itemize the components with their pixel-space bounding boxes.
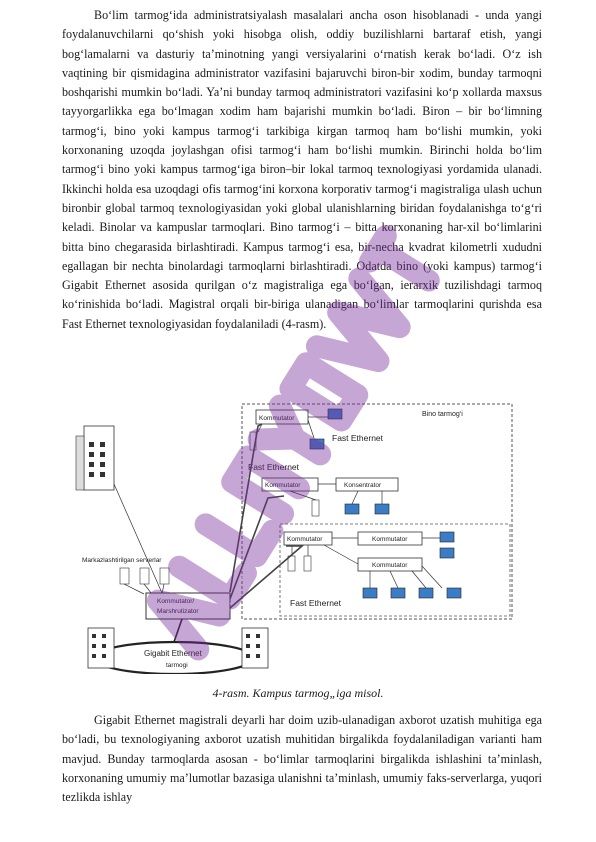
server-icon [140,568,149,584]
figure-caption: 4-rasm. Kampus tarmog„iga misol. [212,686,384,700]
gigabit-label-2: tarmogi [166,662,188,669]
paragraph-2: Gigabit Ethernet magistrali deyarli har doim uzib-ulanadigan axborot uzatish muhitiga ega bo‘ladi, bu texnologiyaning axborot uzatish muhitidan birgalikda foydalaniladigan varianti ham mavjud. Bunday tarmoqlarda asosan - bo‘limlar tarmoqlarini birgalikda ishlashini ta’minlash, korxonaning umumiy ma’lumotlar bazasiga ulanishni ta’minlash, umumiy faks-serverlarga, yuqori tezlikda ishlay [62,713,542,805]
fast-ethernet-mid-label: Fast Ethernet [248,462,300,472]
kommutator-top-label: Kommutator [259,415,295,422]
kommutator-marshrutizator [146,593,230,619]
kommutator-low-right-2-label: Kommutator [372,562,408,569]
pc-icon [447,588,461,598]
kommutator-marsh-label-1: Kommutator/ [157,598,195,605]
kommutator-low-right-1-label: Kommutator [372,536,408,543]
pc-icon [363,588,377,598]
pc-icon [328,409,342,419]
server-icon [120,568,129,584]
fast-ethernet-top-label: Fast Ethernet [332,433,384,443]
gigabit-label-1: Gigabit Ethernet [144,649,202,658]
pc-icon [440,548,454,558]
pc-icon [391,588,405,598]
server-icon [288,556,295,571]
pc-icon [310,439,324,449]
server-icon [304,556,311,571]
bino-tarmogi-label: Bino tarmog‘i [422,411,463,418]
kommutator-low-left-label: Kommutator [287,536,323,543]
kommutator-marsh-label-2: Marshrutizator [157,608,199,615]
building-icon [242,628,268,668]
gigabit-ethernet-ring [94,642,254,674]
server-icon [160,568,169,584]
pc-icon [440,532,454,542]
konsentrator-label: Konsentrator [344,482,382,489]
building-icon [84,426,114,490]
paragraph-1: Bo‘lim tarmog‘ida administratsiyalash masalalari ancha oson hisoblanadi - unda yangi foydalanuvchilarni qo‘shish yoki hisobga olish, oddiy buzilishlarni bartaraf etish, yangi bog‘lamalarni va dasturiy ta’minotning yangi versiyalarini o‘rnatish kerak bo‘ladi. O‘z ish vaqtining bir qismidagina administrator vazifasini bajaruvchi biron-bir xodim, bunday tarmoqni boshqarishi mumkin bo‘ladi. Ya’ni bunday tarmoq administratori vazifasini ko‘p xollarda maxsus tayyorgarlikka ega bo‘lmagan xodim ham bajarishi mumkin bo‘ladi. Biron – bir bo‘limning tarmog‘i, bino yoki kampus tarmog‘i tarkibiga kirgan tarmoq ham bo‘lishi mumkin, yoki korxonaning uzoqda joylashgan ofisi tarmog‘i ham bo‘lishi mumkin. Birinchi holda bo‘lim tarmog‘i bino yoki kampus tarmog‘iga biron–bir lokal tarmoq texnologiyasi yordamida ulanadi. Ikkinchi holda esa uzoqdagi ofis tarmog‘ini korxona korporativ tarmog‘i magistraliga ulash uchun bironbir global tarmoq texnologiyasidan yoki global ulanishlarning biridan foydalanishga to‘g‘ri keladi. Binolar va kampuslar tarmoqlari. Bino tarmog‘i – bitta korxonaning har-xil bo‘limlarini bitta bino chegarasida birlashtiradi. Kampus tarmog‘i esa, bir-necha kvadrat kilometrli xududni egallagan bir nechta binolardagi tarmoqlarni birlashtiradi. Odatda bino (yoki kampus) tarmog‘i Gigabit Ethernet asosida qurilgan o‘z magistraliga ega bo‘lgan, ierarxik tuzilishdagi tarmoq ko‘rinishida bo‘ladi. Magistral orqali bir-biriga ulanadigan bo‘limlar tarmoqlarini qurishda esa Fast Ethernet texnologiyasidan foydalaniladi (4-rasm). [62,8,542,331]
markaz-serverlar-label: Markazlashtirilgan serverlar [82,557,162,564]
campus-network-figure [62,396,518,674]
pc-icon [419,588,433,598]
fast-ethernet-low-label: Fast Ethernet [290,598,342,608]
kommutator-mid-label: Kommutator [265,482,301,489]
pc-icon [345,504,359,514]
server-icon [312,500,319,516]
pc-icon [375,504,389,514]
building-icon [88,628,114,668]
